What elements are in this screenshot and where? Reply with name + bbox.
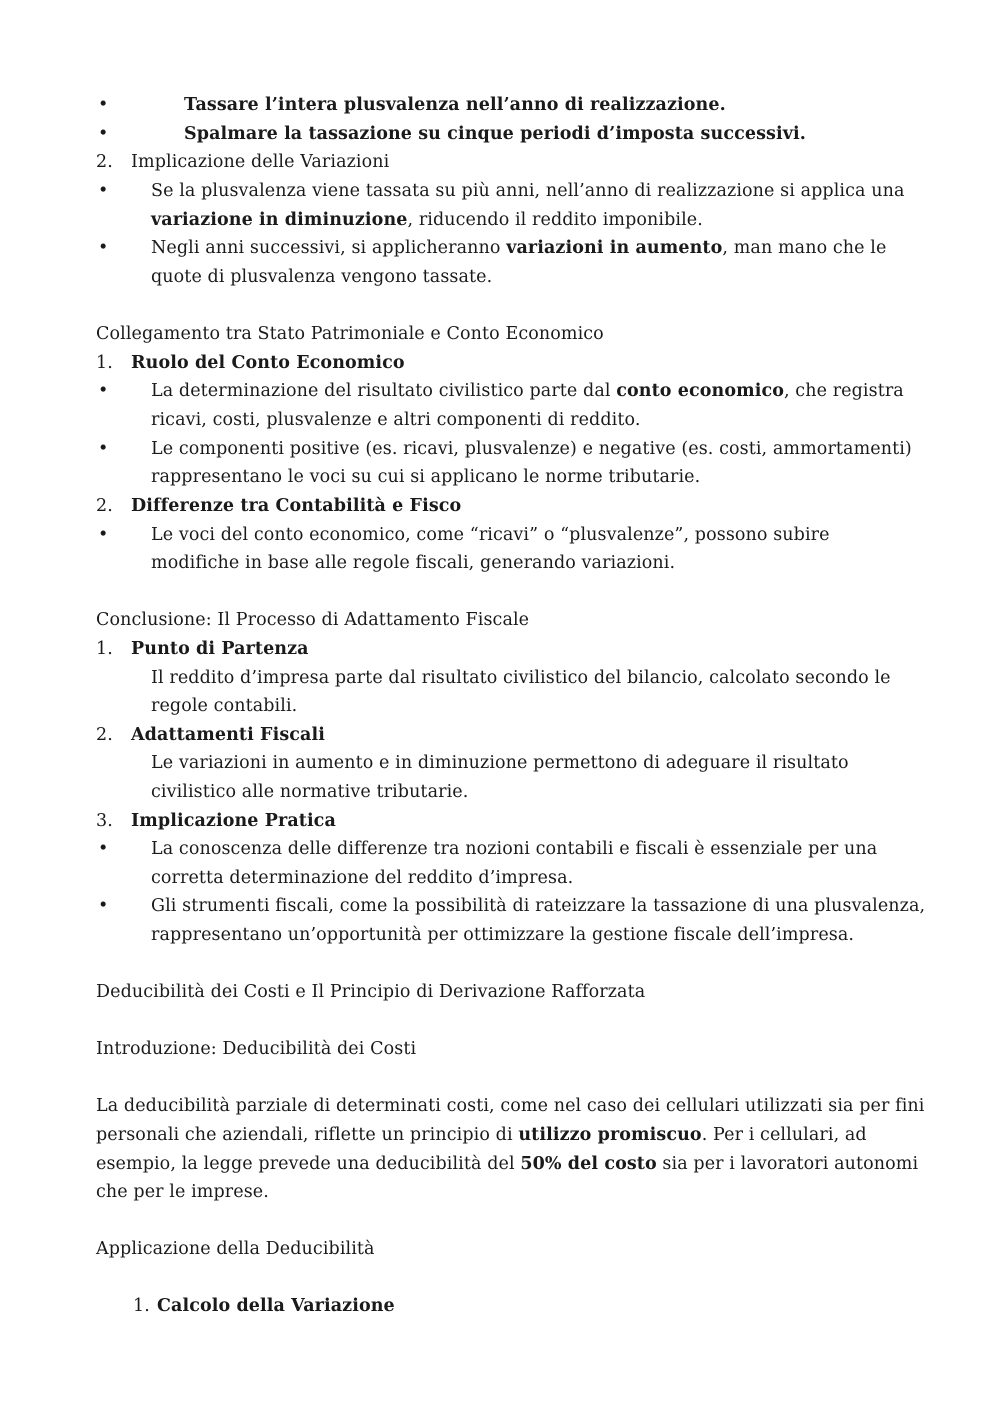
text-run: esempio, la legge prevede una deducibilità del — [96, 1154, 521, 1174]
text-line — [184, 93, 726, 117]
bold-text-run: Ruolo del Conto Economico — [131, 353, 405, 373]
list-number: 1. — [96, 639, 113, 659]
text-run: , riducendo il reddito imponibile. — [407, 210, 703, 230]
text-run: modifiche in base alle regole fiscali, generando variazioni. — [151, 553, 676, 573]
text-run: civilistico alle normative tributarie. — [151, 782, 469, 802]
list-number: 1. — [96, 353, 113, 373]
text-run: La conoscenza delle differenze tra nozioni contabili e fiscali è essenziale per una — [151, 839, 878, 859]
text-run: Il reddito d’impresa parte dal risultato civilistico del bilancio, calcolato secondo le — [151, 668, 891, 688]
bullet-marker: • — [98, 124, 109, 144]
text-run: corretta determinazione del reddito d’impresa. — [151, 868, 574, 888]
text-line — [151, 265, 492, 289]
text-run: sia per i lavoratori autonomi — [656, 1154, 919, 1174]
bullet-marker: • — [98, 525, 109, 545]
text-line — [151, 780, 468, 804]
text-line — [131, 809, 336, 833]
text-run: che per le imprese. — [96, 1182, 269, 1202]
text-run: Implicazione delle Variazioni — [131, 152, 390, 172]
bold-text-run: conto economico — [616, 381, 784, 401]
text-run: Se la plusvalenza viene tassata su più anni, nell’anno di realizzazione si applica una — [151, 181, 905, 201]
bold-text-run: Punto di Partenza — [131, 639, 309, 659]
text-run: La deducibilità parziale di determinati costi, come nel caso dei cellulari utilizzati sia per fini — [96, 1096, 925, 1116]
text-line — [151, 666, 891, 690]
bold-text-run: Calcolo della Variazione — [157, 1296, 395, 1316]
bold-text-run: Differenze tra Contabilità e Fisco — [131, 496, 462, 516]
text-run: Conclusione: Il Processo di Adattamento Fiscale — [96, 610, 530, 630]
text-line — [96, 608, 529, 632]
text-run: regole contabili. — [151, 696, 298, 716]
list-number: 2. — [96, 725, 113, 745]
bullet-marker: • — [98, 896, 109, 916]
text-line — [96, 1237, 375, 1261]
text-line — [131, 351, 405, 375]
bold-text-run: Implicazione Pratica — [131, 811, 336, 831]
text-run: Introduzione: Deducibilità dei Costi — [96, 1039, 417, 1059]
text-run: Gli strumenti fiscali, come la possibilità di rateizzare la tassazione di una plusvalenza, — [151, 896, 926, 916]
text-run: Le componenti positive (es. ricavi, plusvalenze) e negative (es. costi, ammortamenti) — [151, 439, 912, 459]
bold-text-run: utilizzo promiscuo — [518, 1125, 702, 1145]
text-line — [96, 1094, 924, 1118]
text-run: , che registra — [783, 381, 904, 401]
bullet-marker: • — [98, 439, 109, 459]
text-line — [96, 980, 645, 1004]
text-run: rappresentano le voci su cui si applicano le norme tributarie. — [151, 467, 701, 487]
text-line — [96, 1123, 867, 1147]
bullet-marker: • — [98, 95, 109, 115]
text-line — [131, 637, 309, 661]
text-run: . Per i cellulari, ad — [701, 1125, 867, 1145]
text-run: quote di plusvalenza vengono tassate. — [151, 267, 493, 287]
text-run: La determinazione del risultato civilistico parte dal — [151, 381, 617, 401]
text-run: Le voci del conto economico, come “ricavi” o “plusvalenze”, possono subire — [151, 525, 830, 545]
text-line — [96, 1037, 416, 1061]
text-run: Le variazioni in aumento e in diminuzione permettono di adeguare il risultato — [151, 753, 849, 773]
text-line — [151, 437, 912, 461]
bold-text-run: Tassare l’intera plusvalenza nell’anno di realizzazione. — [184, 95, 726, 115]
text-line — [151, 894, 925, 918]
text-line — [151, 866, 573, 890]
text-line — [151, 694, 297, 718]
text-line — [151, 179, 905, 203]
bold-text-run: Adattamenti Fiscali — [131, 725, 325, 745]
bullet-marker: • — [98, 381, 109, 401]
text-line — [151, 465, 700, 489]
bullet-marker: • — [98, 181, 109, 201]
text-line — [151, 208, 703, 232]
text-run: Collegamento tra Stato Patrimoniale e Conto Economico — [96, 324, 604, 344]
bold-text-run: variazioni in aumento — [506, 238, 723, 258]
text-line — [151, 236, 886, 260]
bold-text-run: Spalmare la tassazione su cinque periodi d’imposta successivi. — [184, 124, 806, 144]
text-line — [151, 523, 830, 547]
bold-text-run: 50% del costo — [520, 1154, 657, 1174]
bold-text-run: variazione in diminuzione — [151, 210, 408, 230]
text-run: Deducibilità dei Costi e Il Principio di Derivazione Rafforzata — [96, 982, 646, 1002]
text-line — [151, 408, 641, 432]
text-line — [151, 379, 904, 403]
bullet-marker: • — [98, 238, 109, 258]
text-run: Applicazione della Deducibilità — [96, 1239, 375, 1259]
text-line — [151, 923, 854, 947]
text-run: rappresentano un’opportunità per ottimizzare la gestione fiscale dell’impresa. — [151, 925, 855, 945]
text-line — [151, 551, 675, 575]
list-number: 1. — [133, 1296, 150, 1316]
text-line — [157, 1294, 395, 1318]
text-line — [96, 1180, 269, 1204]
text-line — [131, 150, 389, 174]
text-run: , man mano che le — [722, 238, 887, 258]
text-run: Negli anni successivi, si applicheranno — [151, 238, 507, 258]
text-line — [96, 322, 604, 346]
list-number: 2. — [96, 496, 113, 516]
text-run: ricavi, costi, plusvalenze e altri componenti di reddito. — [151, 410, 641, 430]
text-line — [151, 837, 877, 861]
text-line — [151, 751, 849, 775]
list-number: 2. — [96, 152, 113, 172]
list-number: 3. — [96, 811, 113, 831]
text-line — [131, 494, 461, 518]
text-line — [96, 1152, 918, 1176]
bullet-marker: • — [98, 839, 109, 859]
text-line — [184, 122, 806, 146]
text-run: personali che aziendali, riflette un principio di — [96, 1125, 519, 1145]
text-line — [131, 723, 325, 747]
